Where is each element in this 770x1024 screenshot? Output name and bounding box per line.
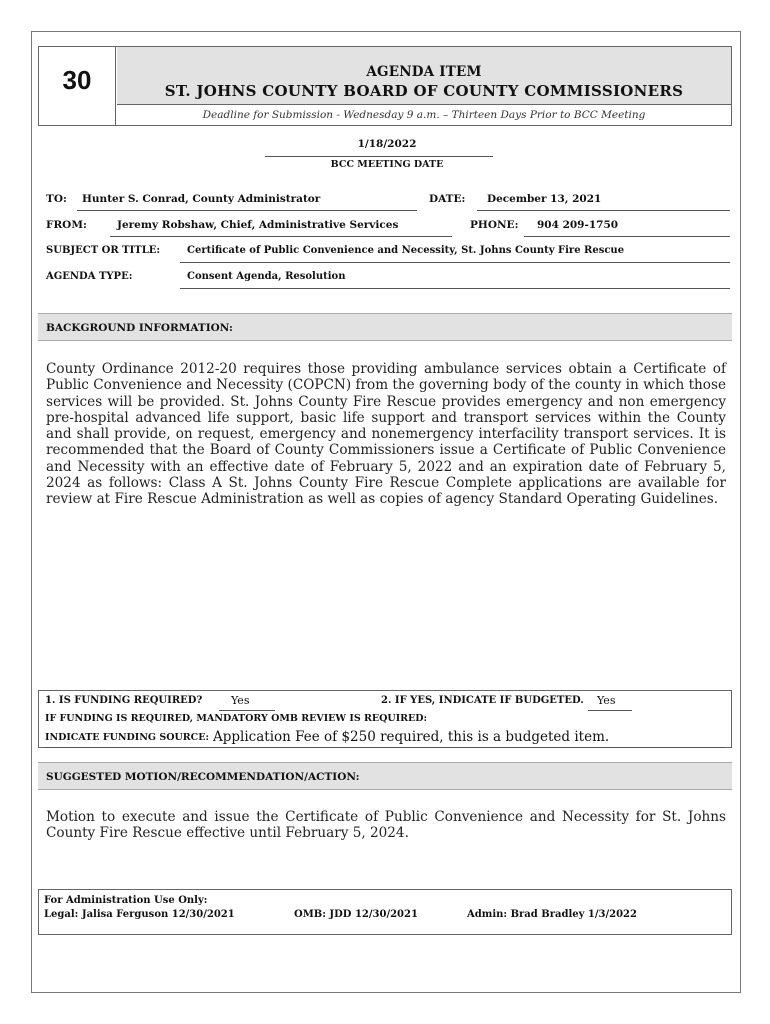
- admin-signoff: Admin: Brad Bradley 1/3/2022: [467, 909, 637, 920]
- from-value: Jeremy Robshaw, Chief, Administrative Services: [117, 219, 399, 231]
- meeting-date: 1/18/2022: [357, 138, 417, 150]
- agenda-type-value: Consent Agenda, Resolution: [187, 271, 346, 282]
- omb-review-note: IF FUNDING IS REQUIRED, MANDATORY OMB REVIEW IS REQUIRED:: [45, 713, 428, 724]
- funding-source-rule: [45, 747, 725, 748]
- omb-signoff: OMB: JDD 12/30/2021: [294, 909, 418, 920]
- to-value: Hunter S. Conrad, County Administrator: [82, 193, 321, 205]
- header-title-box: [117, 47, 731, 105]
- phone-label: PHONE:: [470, 219, 519, 231]
- date-label: DATE:: [429, 193, 466, 205]
- background-heading: BACKGROUND INFORMATION:: [38, 313, 732, 341]
- subject-value: Certificate of Public Convenience and Necessity, St. Johns County Fire Rescue: [187, 245, 625, 256]
- date-value: December 13, 2021: [487, 193, 602, 205]
- admin-use-box: [38, 889, 732, 935]
- funding-source-value: Application Fee of $250 required, this is a budgeted item.: [213, 729, 610, 745]
- budgeted-value: Yes: [597, 694, 616, 707]
- agenda-item-number: 30: [39, 47, 116, 125]
- admin-use-title: For Administration Use Only:: [44, 895, 208, 906]
- budgeted-rule: [588, 710, 632, 711]
- funding-source-label: INDICATE FUNDING SOURCE:: [45, 732, 209, 743]
- header-title-line2: ST. JOHNS COUNTY BOARD OF COUNTY COMMISSIONERS: [164, 82, 684, 100]
- funding-required-label: 1. IS FUNDING REQUIRED?: [45, 695, 203, 706]
- agenda-type-label: AGENDA TYPE:: [46, 271, 133, 282]
- meeting-date-rule: [265, 156, 493, 157]
- to-label: TO:: [46, 193, 67, 205]
- legal-signoff: Legal: Jalisa Ferguson 12/30/2021: [44, 909, 235, 920]
- submission-deadline: Deadline for Submission - Wednesday 9 a.m. – Thirteen Days Prior to BCC Meeting: [202, 109, 646, 121]
- date-rule: [477, 210, 730, 211]
- motion-text: Motion to execute and issue the Certificate of Public Convenience and Necessity for St. Johns County Fire Rescue effective until February 5, 2024.: [46, 809, 726, 842]
- motion-heading: SUGGESTED MOTION/RECOMMENDATION/ACTION:: [38, 762, 732, 790]
- agenda-type-rule: [180, 288, 730, 289]
- to-rule: [77, 210, 417, 211]
- from-label: FROM:: [46, 219, 87, 231]
- funding-box: [38, 690, 732, 748]
- funding-required-value: Yes: [231, 694, 250, 707]
- agenda-header: [38, 46, 732, 126]
- phone-value: 904 209-1750: [537, 219, 619, 231]
- agenda-item-page: [31, 31, 741, 993]
- from-rule: [110, 236, 452, 237]
- background-text: County Ordinance 2012-20 requires those providing ambulance services obtain a Certificate of Public Convenience and Necessity (COPCN) from the governing body of the county in which those services will be provided. St. Johns County Fire Rescue provides emergency and non emergency pre-hospital advanced life support, basic life support and transport services within the County and shall provide, on request, emergency and nonemergency interfacility transport services. It is recommended that the Board of County Commissioners issue a Certificate of Public Convenience and Necessity with an effective date of February 5, 2022 and an expiration date of February 5, 2024 as follows: Class A St. Johns County Fire Rescue Complete applications are available for review at Fire Rescue Administration as well as copies of agency Standard Operating Guidelines.: [46, 361, 726, 508]
- funding-required-rule: [219, 710, 275, 711]
- subject-rule: [180, 262, 730, 263]
- meeting-date-label: BCC MEETING DATE: [330, 159, 444, 170]
- subject-label: SUBJECT OR TITLE:: [46, 245, 161, 256]
- budgeted-label: 2. IF YES, INDICATE IF BUDGETED.: [381, 695, 584, 706]
- header-title-line1: AGENDA ITEM: [366, 64, 482, 80]
- phone-rule: [524, 236, 730, 237]
